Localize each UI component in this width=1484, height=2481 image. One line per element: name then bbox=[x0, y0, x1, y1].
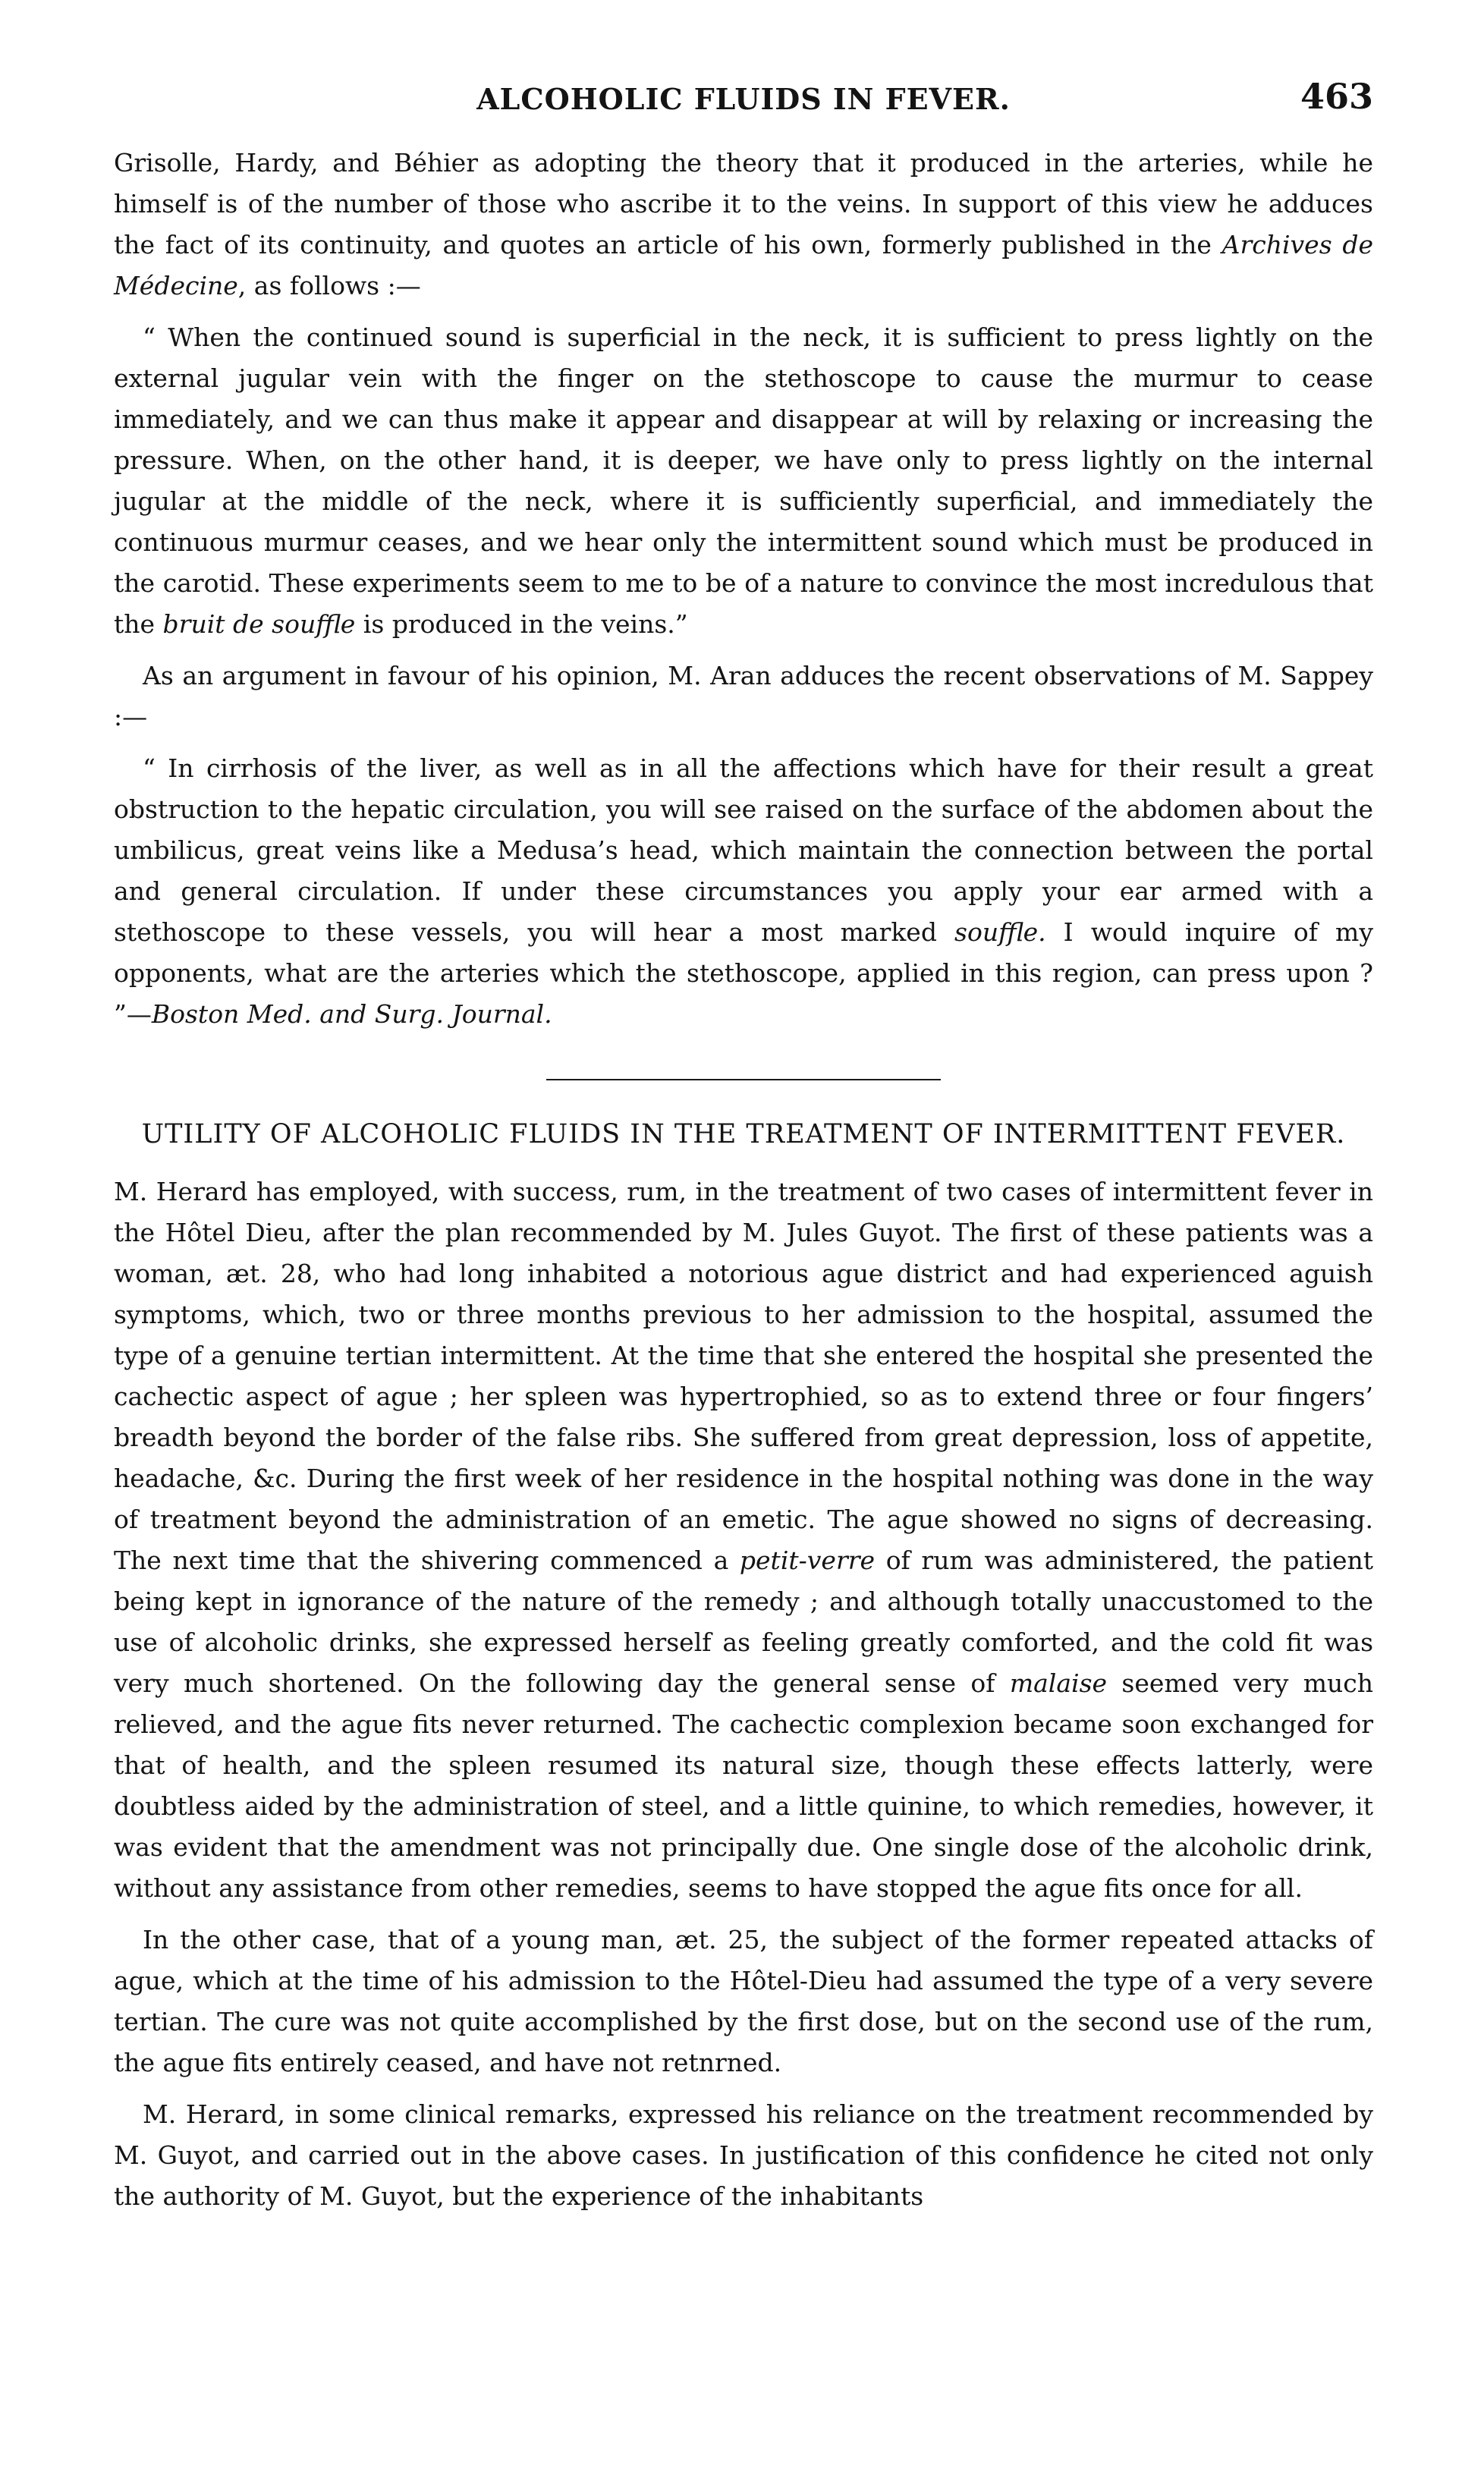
running-header bbox=[114, 76, 1373, 129]
block-quote-1 bbox=[114, 317, 1373, 645]
text-span: “ When the continued sound is superficial in the neck, it is sufficient to press lightly on the external jugular vein with the finger on the stethoscope to cause the murmur to cease immediately, and we can thus make it appear and disappear at will by relaxing or increasing the pressure. When, on the other hand, it is deeper, we have only to press lightly on the internal jugular at the middle of the neck, where it is sufficiently superficial, and immediately the continuous murmur ceases, and we hear only the intermittent sound which must be produced in the carotid. These experiments seem to me to be of a nature to convince the most incredulous that the bbox=[114, 322, 1373, 639]
text-span: of rum was administered, the patient being kept in ignorance of the nature of the remedy ; and although totally unaccustomed to the use of alcoholic drinks, she expressed herself as feeling greatly comforted, and the cold fit was very much shortened. On the following day the general sense of bbox=[114, 1546, 1373, 1698]
text-span: , as follows :— bbox=[237, 271, 421, 300]
running-title: ALCOHOLIC FLUIDS IN FEVER. bbox=[476, 82, 1011, 116]
italic-term: souffle. bbox=[954, 917, 1046, 947]
page bbox=[114, 76, 1373, 2217]
citation: Boston Med. and Surg. Journal. bbox=[151, 999, 552, 1029]
paragraph-first-case bbox=[114, 1171, 1373, 1909]
section-divider bbox=[546, 1079, 941, 1080]
section-title: UTILITY OF ALCOHOLIC FLUIDS IN THE TREATMENT OF INTERMITTENT FEVER. bbox=[141, 1119, 1346, 1149]
text-span: is produced in the veins.” bbox=[355, 609, 688, 639]
paragraph-clinical-remarks: M. Herard, in some clinical remarks, expressed his reliance on the treatment recommended by M. Guyot, and carried out in the above cases. In justification of this confidence he cited not only the authority of M. Guyot, but the experience of the inhabitants bbox=[114, 2099, 1373, 2211]
italic-term: bruit de souffle bbox=[162, 609, 356, 639]
paragraph-aran: As an argument in favour of his opinion, M. Aran adduces the recent observations of M. Sappey :— bbox=[114, 661, 1373, 731]
text-span: seemed very much relieved, and the ague fits never returned. The cachectic complexion became soon exchanged for that of health, and the spleen resumed its natural size, though these effects latterly, were doubtless aided by the administration of steel, and a little quinine, to which remedies, however, it was evident that the amendment was not principally due. One single dose of the alcoholic drink, without any assistance from other remedies, seems to have stopped the ague fits once for all. bbox=[114, 1668, 1373, 1903]
text-span: M. Herard has employed, with success, rum, in the treatment of two cases of intermittent fever in the Hôtel Dieu, after the plan recommended by M. Jules Guyot. The first of these patients was a woman, æt. 28, who had long inhabited a notorious ague district and had experienced aguish symptoms, which, two or three months previous to her admission to the hospital, assumed the type of a genuine tertian intermittent. At the time that she entered the hospital she presented the cachectic aspect of ague ; her spleen was hypertrophied, so as to extend three or four fingers’ breadth beyond the border of the false ribs. She suffered from great depression, loss of appetite, headache, &c. During the first week of her residence in the hospital nothing was done in the way of treatment beyond the administration of an emetic. The ague showed no signs of decreasing. The next time that the shivering commenced a bbox=[114, 1177, 1373, 1575]
italic-term: petit-verre bbox=[739, 1546, 876, 1575]
paragraph-second-case: In the other case, that of a young man, æt. 25, the subject of the former repeated attacks of ague, which at the time of his admission to the Hôtel-Dieu had assumed the type of a very severe tertian. The cure was not quite accomplished by the first dose, but on the second use of the rum, the ague fits entirely ceased, and have not retnrned. bbox=[114, 1925, 1373, 2077]
block-quote-2 bbox=[114, 748, 1373, 1035]
paragraph-continuation bbox=[114, 143, 1373, 307]
text-span: Grisolle, Hardy, and Béhier as adopting the theory that it produced in the arteries, while he himself is of the number of those who ascribe it to the veins. In support of this view he adduces the fact of its continuity, and quotes an article of his own, formerly published in the bbox=[114, 148, 1373, 259]
text-span: “ In cirrhosis of the liver, as well as in all the affections which have for their result a great obstruction to the hepatic circulation, you will see raised on the surface of the abdomen about the umbilicus, great veins like a Medusa’s head, which maintain the connection between the portal and general circulation. If under these circumstances you apply your ear armed with a stethoscope to these vessels, you will hear a most marked bbox=[114, 753, 1373, 947]
italic-term: malaise bbox=[1009, 1668, 1108, 1698]
page-number: 463 bbox=[1300, 76, 1373, 117]
journal-title: Archives de Médecine bbox=[114, 230, 1373, 300]
text-span: I would inquire of my opponents, what are the arteries which the stethoscope, applied in this region, can press upon ? ”— bbox=[114, 917, 1373, 1029]
